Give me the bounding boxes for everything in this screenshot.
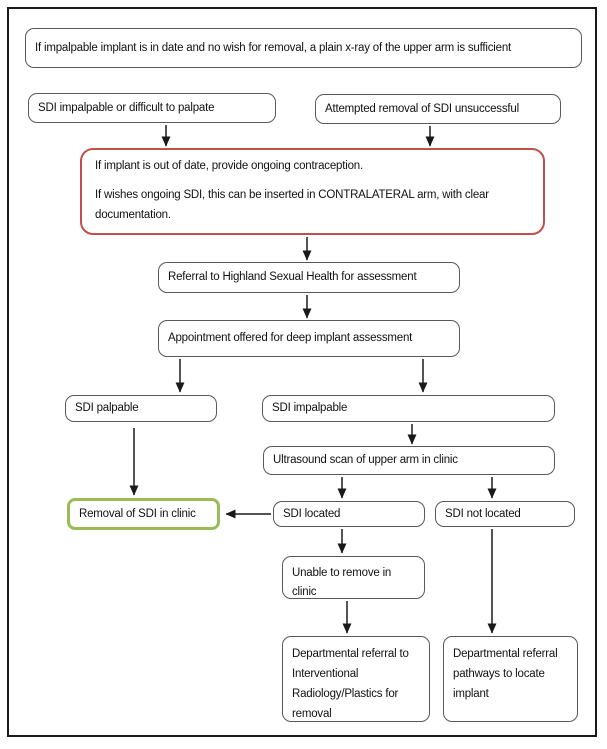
node-unable-to-remove-in-clinic: Unable to remove in clinic (282, 556, 425, 599)
node-referral-highland-sexual-health: Referral to Highland Sexual Health for assessment (158, 262, 460, 293)
node-sdi-not-located: SDI not located (435, 501, 575, 527)
node-departmental-referral-pathways: Departmental referral pathways to locate implant (443, 636, 578, 722)
node-xray-sufficient: If impalpable implant is in date and no wish for removal, a plain x-ray of the upper arm is sufficient (25, 28, 582, 68)
node-attempted-removal-unsuccessful: Attempted removal of SDI unsuccessful (315, 94, 561, 124)
node-sdi-palpable: SDI palpable (65, 395, 217, 422)
node-sdi-impalpable-or-difficult: SDI impalpable or difficult to palpate (28, 93, 276, 123)
node-sdi-impalpable: SDI impalpable (262, 395, 555, 422)
node-appointment-deep-implant-assessment: Appointment offered for deep implant assessment (158, 320, 460, 357)
node-removal-of-sdi-in-clinic: Removal of SDI in clinic (67, 498, 220, 530)
note-paragraph-2: If wishes ongoing SDI, this can be inserted in CONTRALATERAL arm, with clear documentation. (95, 189, 489, 221)
note-paragraph-1: If implant is out of date, provide ongoing contraception. (95, 160, 363, 172)
node-departmental-referral-ir-plastics: Departmental referral to Interventional Radiology/Plastics for removal (282, 636, 430, 722)
node-sdi-located: SDI located (273, 501, 425, 527)
node-out-of-date-contraception-note (80, 148, 545, 235)
node-ultrasound-scan: Ultrasound scan of upper arm in clinic (263, 446, 555, 475)
